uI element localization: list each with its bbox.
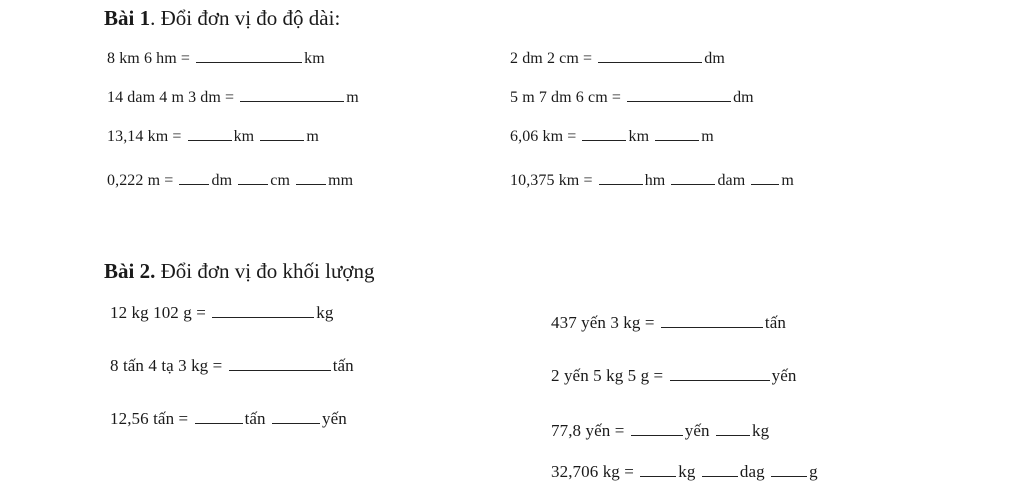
answer-blank[interactable] [716, 434, 750, 436]
unit-label: hm [644, 172, 666, 189]
answer-blank[interactable] [655, 139, 699, 141]
answer-blank[interactable] [671, 183, 715, 185]
unit-label: m [701, 128, 714, 145]
exercise-1-title: . Đổi đơn vị đo độ dài: [150, 6, 341, 30]
answer-blank[interactable] [195, 422, 243, 424]
ex1-item-7-prompt: 6,06 km = [510, 128, 577, 145]
answer-blank[interactable] [296, 183, 326, 185]
exercise-1-label: Bài 1 [104, 6, 151, 30]
answer-blank[interactable] [212, 316, 314, 318]
answer-blank[interactable] [179, 183, 209, 185]
ex2-item-7-prompt: 32,706 kg = [551, 462, 634, 481]
unit-label: tấn [244, 409, 266, 428]
unit-label: tấn [332, 356, 354, 375]
unit-label: km [628, 128, 650, 145]
answer-blank[interactable] [771, 475, 807, 477]
ex1-item-7 [510, 128, 714, 146]
unit-label: kg [316, 303, 334, 322]
unit-label: kg [678, 462, 696, 481]
ex2-item-3 [110, 409, 347, 429]
answer-blank[interactable] [599, 183, 643, 185]
ex1-item-5-prompt: 2 dm 2 cm = [510, 50, 593, 67]
unit-label: dm [733, 89, 754, 106]
ex2-item-1-prompt: 12 kg 102 g = [110, 303, 206, 322]
answer-blank[interactable] [627, 100, 731, 102]
ex1-item-5 [510, 50, 725, 68]
unit-label: dam [717, 172, 746, 189]
ex2-item-5-prompt: 2 yến 5 kg 5 g = [551, 366, 664, 385]
ex2-item-3-prompt: 12,56 tấn = [110, 409, 189, 428]
answer-blank[interactable] [188, 139, 232, 141]
unit-label: m [306, 128, 319, 145]
ex2-item-6-prompt: 77,8 yến = [551, 421, 625, 440]
unit-label: dm [211, 172, 233, 189]
ex1-item-2 [107, 89, 359, 107]
unit-label: cm [270, 172, 290, 189]
answer-blank[interactable] [751, 183, 779, 185]
answer-blank[interactable] [240, 100, 344, 102]
unit-label: kg [751, 421, 770, 440]
answer-blank[interactable] [582, 139, 626, 141]
ex2-item-6 [551, 421, 769, 441]
ex1-item-8 [510, 172, 794, 190]
ex1-item-1 [107, 50, 325, 68]
answer-blank[interactable] [272, 422, 320, 424]
ex1-item-4 [107, 172, 353, 190]
ex1-item-8-prompt: 10,375 km = [510, 172, 593, 189]
ex2-item-5 [551, 366, 796, 386]
answer-blank[interactable] [661, 326, 763, 328]
unit-label: g [809, 462, 818, 481]
answer-blank[interactable] [702, 475, 738, 477]
answer-blank[interactable] [229, 369, 331, 371]
exercise-2-heading [104, 259, 374, 284]
ex1-item-2-prompt: 14 dam 4 m 3 dm = [107, 89, 235, 106]
ex2-item-2 [110, 356, 354, 376]
answer-blank[interactable] [196, 61, 302, 63]
unit-label: tấn [764, 313, 786, 332]
ex2-item-2-prompt: 8 tấn 4 tạ 3 kg = [110, 356, 223, 375]
answer-blank[interactable] [238, 183, 268, 185]
unit-label: m [346, 89, 359, 106]
ex1-item-6 [510, 89, 754, 107]
ex2-item-1 [110, 303, 333, 323]
ex1-item-3 [107, 128, 319, 146]
answer-blank[interactable] [260, 139, 304, 141]
exercise-2-label: Bài 2. [104, 259, 156, 283]
exercise-1-heading [104, 6, 340, 31]
answer-blank[interactable] [631, 434, 683, 436]
answer-blank[interactable] [670, 379, 770, 381]
ex1-item-4-prompt: 0,222 m = [107, 172, 174, 189]
exercise-2-title: Đổi đơn vị đo khối lượng [155, 259, 375, 283]
unit-label: dag [739, 462, 765, 481]
unit-label: m [781, 172, 794, 189]
ex2-item-4 [551, 313, 786, 333]
unit-label: mm [328, 172, 354, 189]
ex1-item-1-prompt: 8 km 6 hm = [107, 50, 191, 67]
unit-label: yến [684, 421, 710, 440]
unit-label: yến [322, 409, 347, 428]
ex2-item-4-prompt: 437 yến 3 kg = [551, 313, 655, 332]
ex1-item-3-prompt: 13,14 km = [107, 128, 182, 145]
unit-label: yến [771, 366, 797, 385]
unit-label: dm [704, 50, 725, 67]
answer-blank[interactable] [598, 61, 702, 63]
ex2-item-7 [551, 462, 818, 482]
answer-blank[interactable] [640, 475, 676, 477]
unit-label: km [233, 128, 255, 145]
ex1-item-6-prompt: 5 m 7 dm 6 cm = [510, 89, 621, 106]
unit-label: km [304, 50, 325, 67]
